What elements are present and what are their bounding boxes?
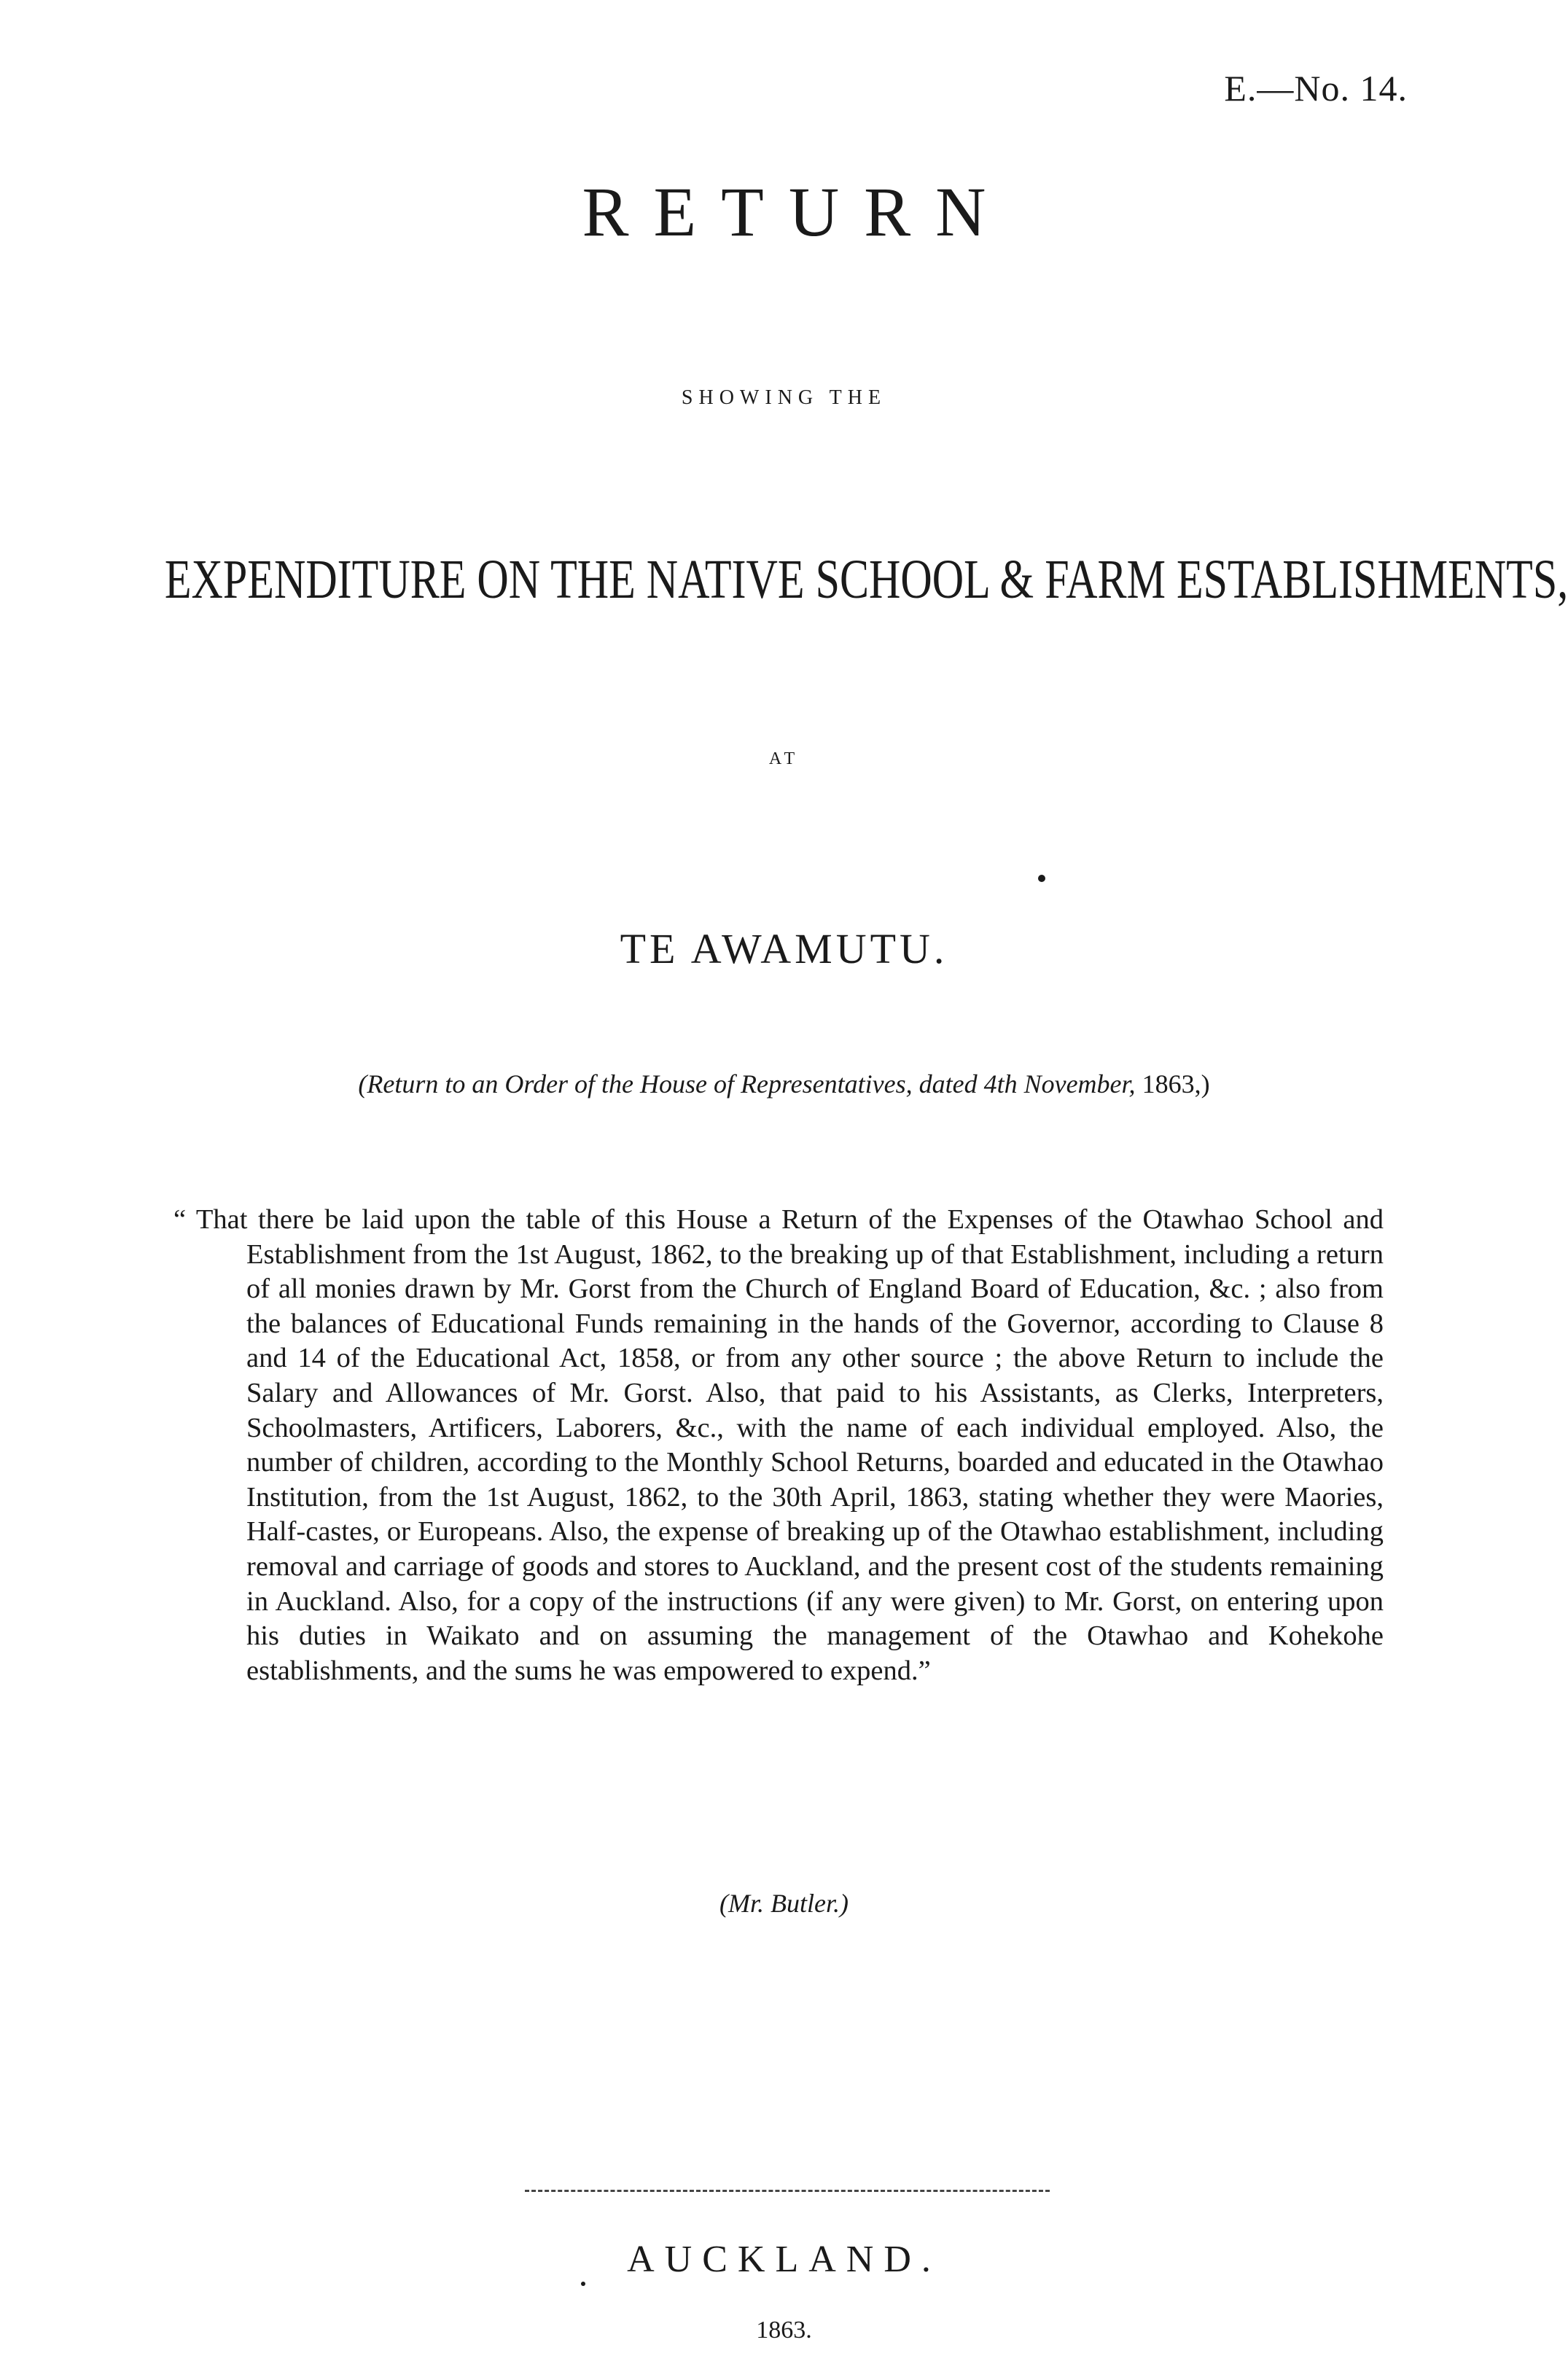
motion-paragraph: “ That there be laid upon the table of this House a Return of the Expenses of the Otawhao School and Establishment from the 1st August, 1862, to the breaking up of that Establishment, including a return of all monies drawn by Mr. Gorst from the Church of England Board of Education, &c. ; also from the balances of Educational Funds remaining in the hands of the Governor, according to Clause 8 and 14 of the Educational Act, 1858, or from any other source ; the above Return to include the Salary and Allowances of Mr. Gorst. Also, that paid to his Assistants, as Clerks, Interpreters, Schoolmasters, Artificers, Laborers, &c., with the name of each individual employed. Also, the number of children, according to the Monthly School Returns, boarded and educated in the Otawhao Institution, from the 1st August, 1862, to the 30th April, 1863, stating whether they were Maories, Half-castes, or Europeans. Also, the expense of breaking up of the Otawhao establishment, including removal and carriage of goods and stores to Auckland, and the present cost of the students remaining in Auckland. Also, for a copy of the instructions (if any were given) to Mr. Gorst, on entering upon his duties in Waikato and on assuming the management of the Otawhao and Kohekohe establishments, and the sums he was empowered to expend.” <box>173 1204 1384 1686</box>
printing-speck <box>581 2282 585 2286</box>
order-reference <box>0 1069 1568 1099</box>
document-title: RETURN <box>582 173 1011 251</box>
main-heading: EXPENDITURE ON THE NATIVE SCHOOL & FARM ESTABLISHMENTS, <box>164 549 1568 610</box>
subtitle: SHOWING THE <box>681 386 887 409</box>
place-name: TE AWAMUTU. <box>620 925 948 972</box>
order-text: (Return to an Order of the House of Representatives, dated 4th November, <box>358 1069 1136 1099</box>
mover-name: (Mr. Butler.) <box>719 1889 849 1918</box>
imprint-year: 1863. <box>756 2317 812 2344</box>
motion-text <box>173 1203 1384 1688</box>
printing-speck <box>1038 875 1045 882</box>
imprint-city: AUCKLAND. <box>627 2239 941 2280</box>
order-year: 1863,) <box>1142 1069 1210 1099</box>
divider-rule <box>525 2190 1050 2192</box>
document-reference: E.—No. 14. <box>1224 68 1408 109</box>
connector-text: AT <box>768 749 800 768</box>
